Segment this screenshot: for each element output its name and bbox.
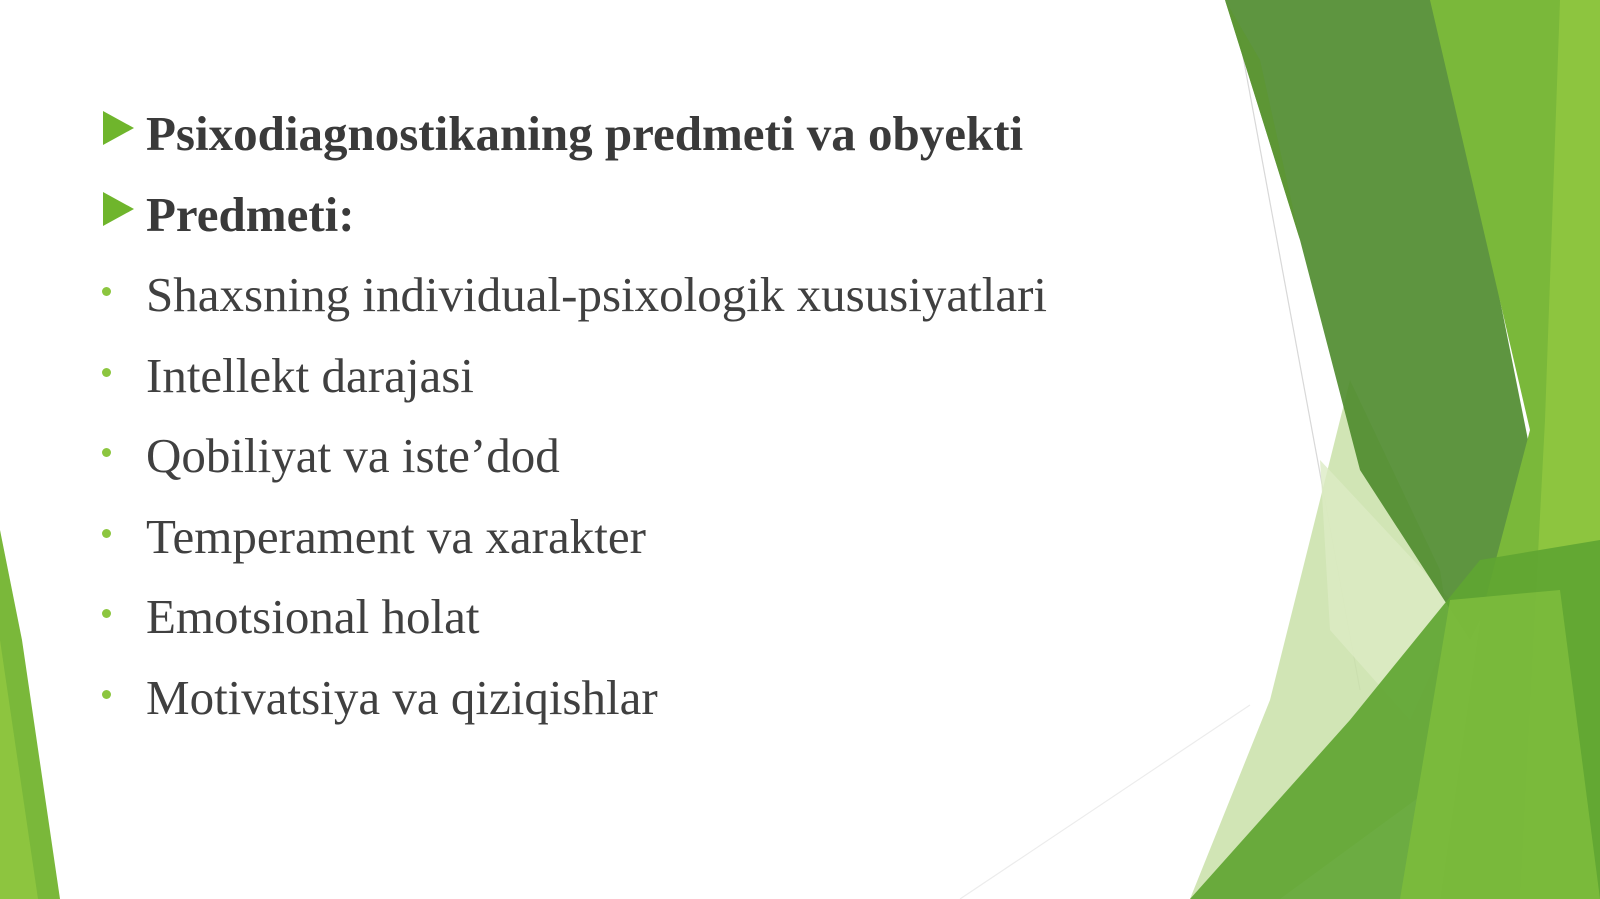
list-item — [100, 420, 1220, 501]
bullet-text: Motivatsiya va qiziqishlar — [146, 669, 658, 725]
dot-bullet-icon — [102, 529, 111, 538]
bullet-text: Shaxsning individual-psixologik xususiyatlari — [146, 267, 1048, 322]
list-item — [100, 662, 1220, 743]
bullet-heading-title — [100, 98, 1220, 179]
list-item — [100, 259, 1220, 340]
bullet-text: Temperament va xarakter — [146, 508, 646, 564]
triangle-arrow-icon — [103, 192, 134, 226]
dot-bullet-icon — [102, 287, 111, 296]
list-item — [100, 501, 1220, 582]
dot-bullet-icon — [102, 690, 111, 699]
bullet-text: Predmeti: — [146, 186, 355, 242]
list-item — [100, 340, 1220, 421]
bullet-list — [100, 98, 1220, 742]
bullet-heading-predmeti — [100, 179, 1220, 260]
bullet-text: Psixodiagnostikaning predmeti va obyekti — [146, 106, 1024, 161]
dot-bullet-icon — [102, 609, 111, 618]
bullet-text: Emotsional holat — [146, 589, 480, 644]
triangle-arrow-icon — [103, 111, 134, 145]
list-item — [100, 581, 1220, 662]
bullet-text: Intellekt darajasi — [146, 347, 474, 403]
dot-bullet-icon — [102, 448, 111, 457]
dot-bullet-icon — [102, 368, 111, 377]
bullet-text: Qobiliyat va iste’dod — [146, 428, 560, 483]
